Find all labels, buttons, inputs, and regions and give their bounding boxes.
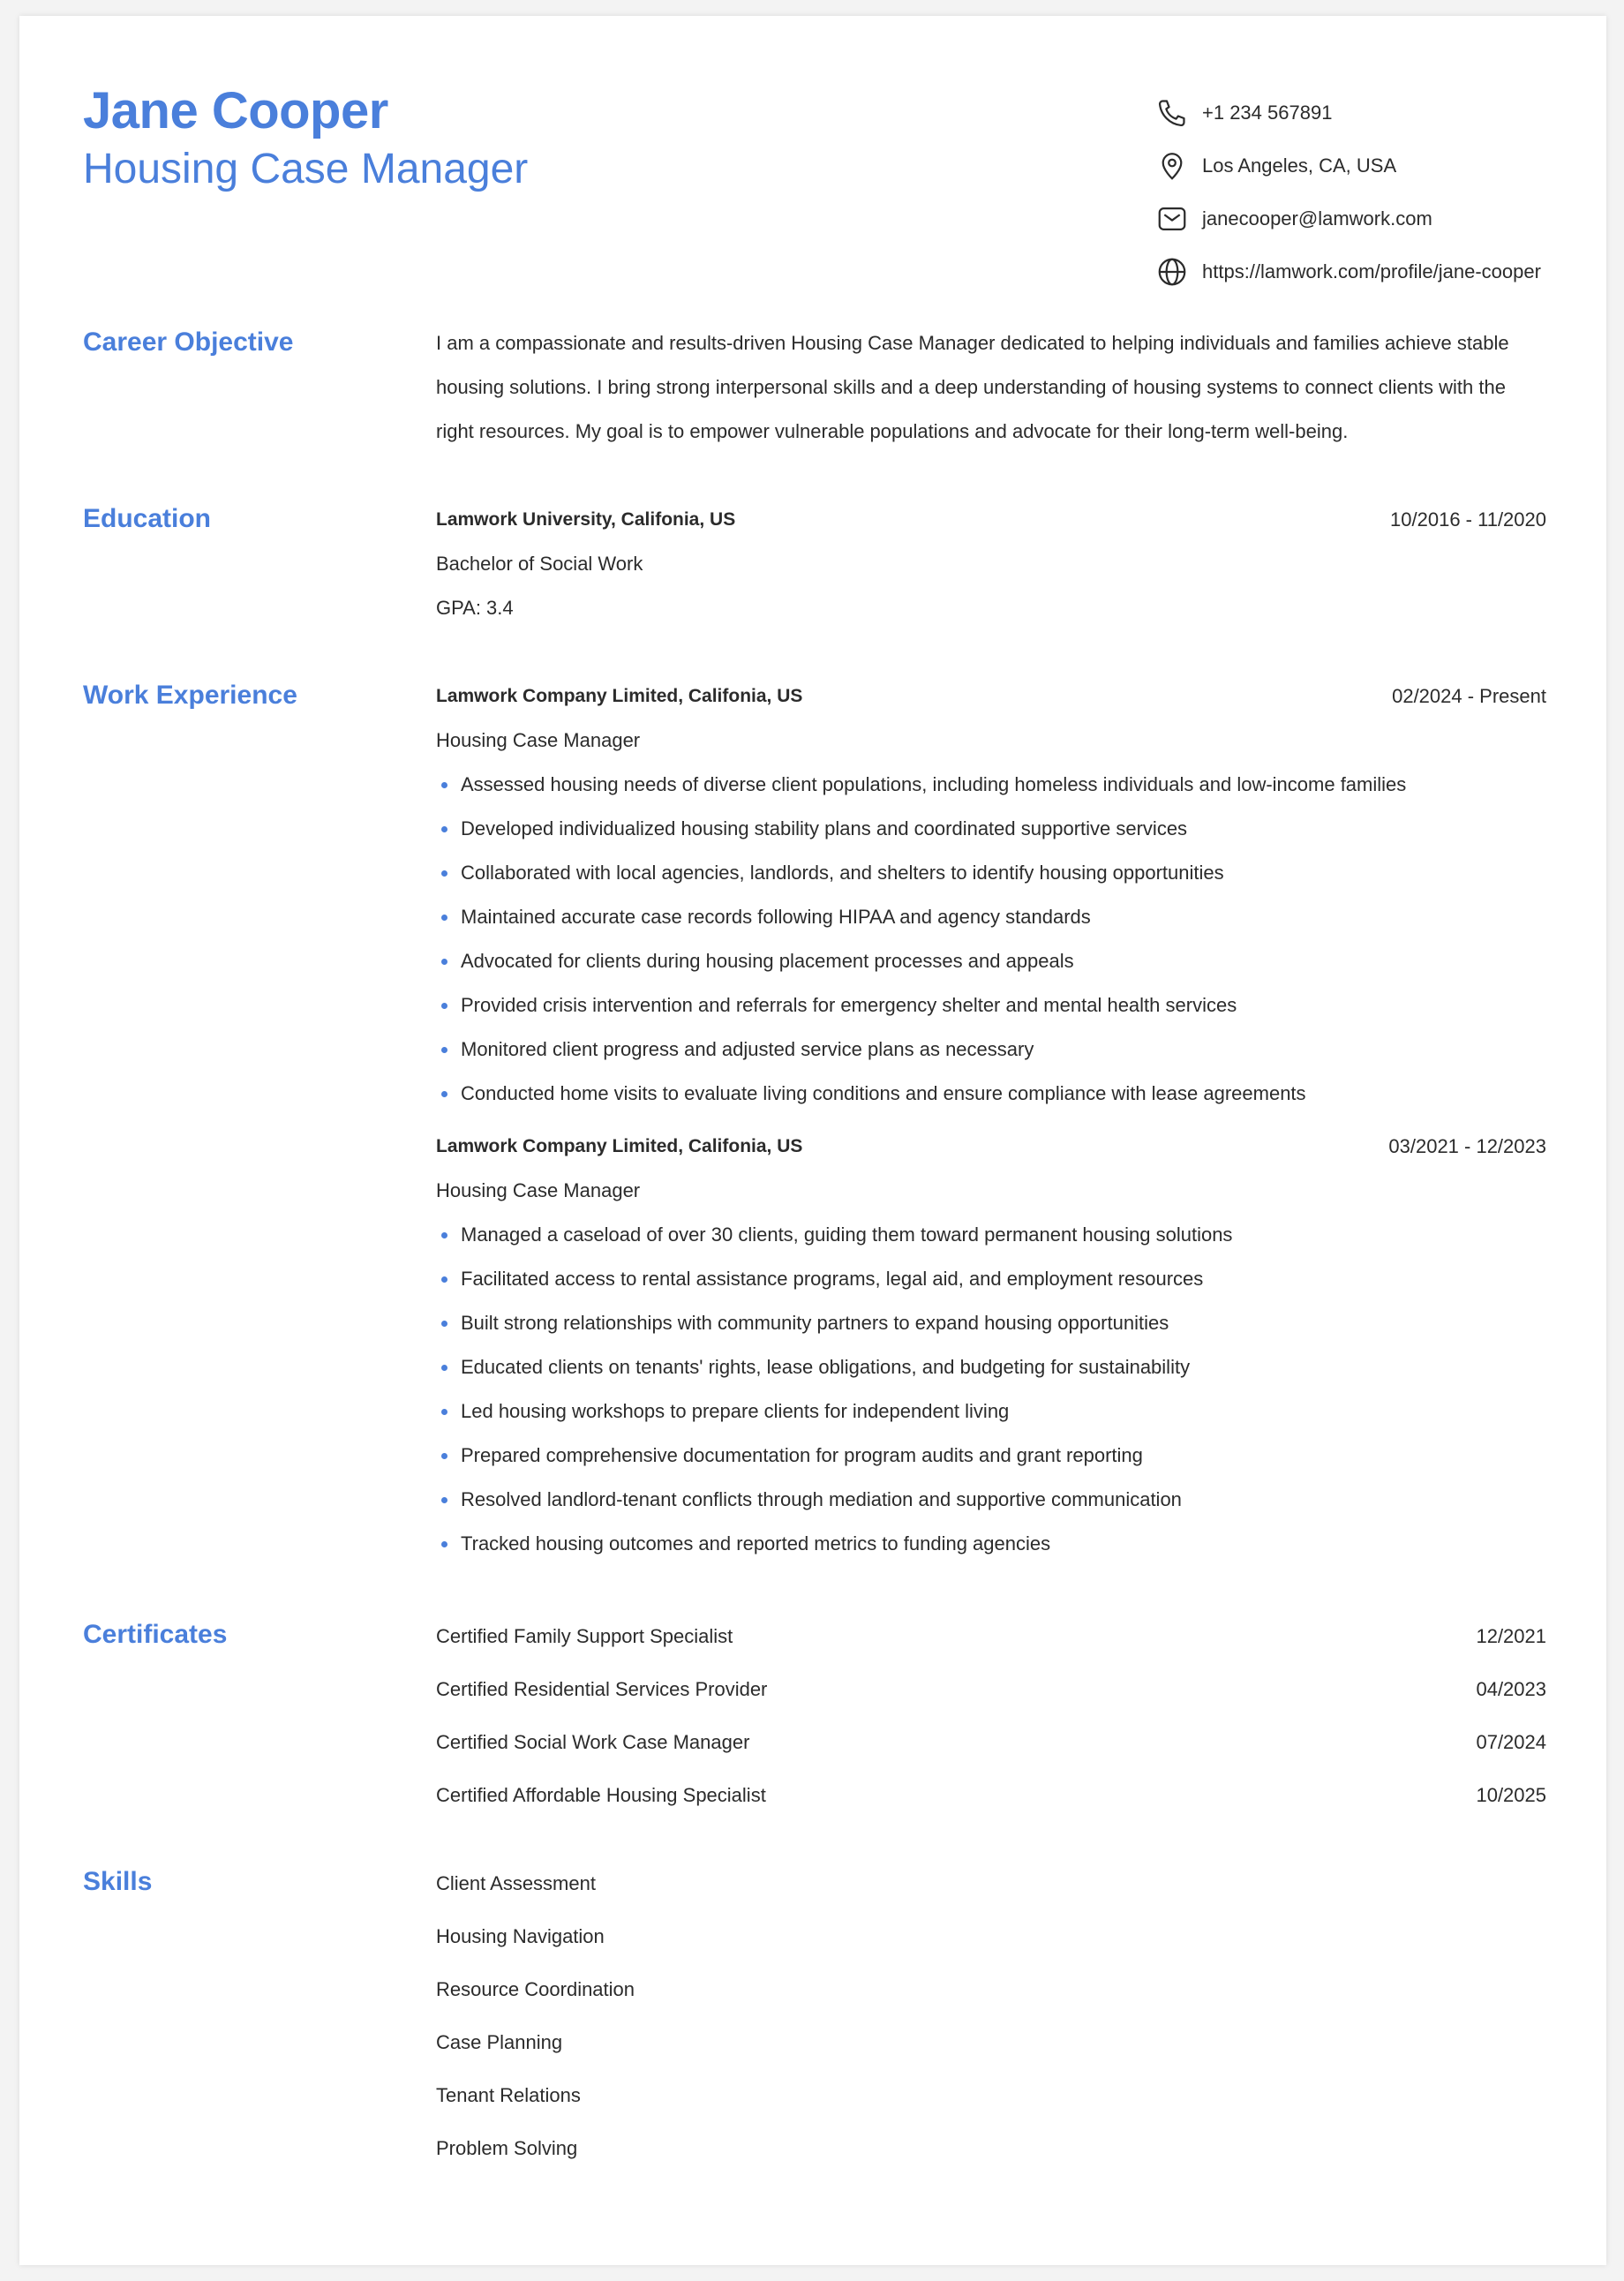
globe-icon: [1154, 254, 1190, 290]
section-title: Education: [83, 504, 212, 533]
bullet-text: Assessed housing needs of diverse client populations, including homeless individuals and low-income families: [461, 773, 1407, 795]
bullet-item: [436, 895, 1546, 939]
gpa: GPA: 3.4: [436, 597, 514, 619]
bullet-text: Developed individualized housing stability plans and coordinated supportive services: [461, 817, 1188, 839]
certificate-date: 12/2021: [1476, 1625, 1546, 1647]
bullet-dot: [441, 1453, 447, 1459]
section-career-objective: [83, 327, 1546, 477]
bullet-dot: [441, 1047, 447, 1053]
bullet-dot: [441, 1321, 447, 1327]
bullet-dot: [441, 1276, 447, 1283]
certificate-row: [436, 1610, 1546, 1663]
job-dates: 03/2021 - 12/2023: [1388, 1135, 1546, 1157]
job-header-row: [436, 1125, 1546, 1169]
certificate-name: Certified Residential Services Provider: [436, 1678, 768, 1700]
bullet-text: Tracked housing outcomes and reported metrics to funding agencies: [461, 1532, 1051, 1555]
bullet-item: [436, 1345, 1546, 1389]
bullet-item: [436, 1478, 1546, 1522]
bullet-text: Collaborated with local agencies, landlords, and shelters to identify housing opportunities: [461, 862, 1224, 884]
section-title: Work Experience: [83, 681, 297, 710]
bullet-text: Maintained accurate case records following HIPAA and agency standards: [461, 906, 1091, 928]
bullet-dot: [441, 1409, 447, 1415]
job-bullets: [436, 1213, 1546, 1566]
bullet-dot: [441, 1497, 447, 1503]
skill-item: Resource Coordination: [436, 1978, 635, 2000]
certificate-row: [436, 1663, 1546, 1716]
school-name: Lamwork University, Califonia, US: [436, 509, 736, 530]
section-skills: [83, 1866, 1546, 2202]
skill-item: Housing Navigation: [436, 1925, 605, 1947]
bullet-text: Provided crisis intervention and referrals for emergency shelter and mental health services: [461, 994, 1237, 1016]
bullet-text: Monitored client progress and adjusted service plans as necessary: [461, 1038, 1034, 1060]
bullet-text: Resolved landlord-tenant conflicts through mediation and supportive communication: [461, 1488, 1182, 1510]
phone-icon: [1154, 95, 1190, 131]
bullet-text: Advocated for clients during housing placement processes and appeals: [461, 950, 1074, 972]
bullet-text: Managed a caseload of over 30 clients, guiding them toward permanent housing solutions: [461, 1223, 1233, 1246]
bullet-item: [436, 807, 1546, 851]
location-text: Los Angeles, CA, USA: [1202, 154, 1397, 177]
bullet-text: Prepared comprehensive documentation for program audits and grant reporting: [461, 1444, 1143, 1466]
contact-location: [1154, 148, 1546, 184]
bullet-item: [436, 1522, 1546, 1566]
bullet-dot: [441, 1091, 447, 1097]
job-role: Housing Case Manager: [436, 1179, 641, 1201]
skill-item: Tenant Relations: [436, 2084, 581, 2106]
candidate-title: Housing Case Manager: [83, 146, 529, 192]
education-dates: 10/2016 - 11/2020: [1390, 508, 1546, 531]
section-title: Certificates: [83, 1620, 228, 1649]
bullet-item: [436, 983, 1546, 1028]
bullet-item: [436, 763, 1546, 807]
bullet-item: [436, 1028, 1546, 1072]
bullet-dot: [441, 915, 447, 921]
bullet-dot: [441, 1003, 447, 1009]
bullet-item: [436, 1301, 1546, 1345]
candidate-name: Jane Cooper: [83, 82, 388, 139]
bullet-dot: [441, 1365, 447, 1371]
certificate-date: 10/2025: [1476, 1784, 1546, 1806]
bullet-item: [436, 1072, 1546, 1116]
skill-item: Problem Solving: [436, 2137, 578, 2159]
contact-list: [1154, 95, 1546, 307]
certificate-date: 07/2024: [1476, 1731, 1546, 1753]
certificate-name: Certified Affordable Housing Specialist: [436, 1784, 766, 1806]
bullet-text: Built strong relationships with community partners to expand housing opportunities: [461, 1312, 1169, 1334]
job-dates: 02/2024 - Present: [1392, 685, 1546, 707]
section-work-experience: [83, 680, 1546, 1580]
bullet-item: [436, 939, 1546, 983]
contact-website: [1154, 254, 1546, 290]
job-role: Housing Case Manager: [436, 729, 641, 751]
job-entry: [436, 674, 1546, 1116]
job-bullets: [436, 763, 1546, 1116]
company-name: Lamwork Company Limited, Califonia, US: [436, 686, 803, 706]
bullet-dot: [441, 1232, 447, 1238]
contact-phone: [1154, 95, 1546, 131]
education-header-row: [436, 498, 1546, 542]
bullet-item: [436, 1389, 1546, 1434]
skill-item: Client Assessment: [436, 1872, 596, 1894]
section-title: Career Objective: [83, 327, 294, 357]
website-link[interactable]: https://lamwork.com/profile/jane-cooper: [1202, 260, 1541, 282]
email-text[interactable]: janecooper@lamwork.com: [1202, 207, 1432, 230]
bullet-text: Facilitated access to rental assistance programs, legal aid, and employment resources: [461, 1268, 1204, 1290]
bullet-dot: [441, 782, 447, 788]
resume-page: [19, 16, 1606, 2265]
bullet-item: [436, 1257, 1546, 1301]
section-education: [83, 503, 1546, 653]
bullet-item: [436, 851, 1546, 895]
bullet-dot: [441, 826, 447, 832]
section-certificates: [83, 1619, 1546, 1848]
bullet-dot: [441, 959, 447, 965]
objective-text: I am a compassionate and results-driven Housing Case Manager dedicated to helping individuals and families achieve stable housing solutions. I bring strong interpersonal skills and a deep understanding of housing systems to connect clients with the right resources. My goal is to empower vulnerable populations and advocate for their long-term well-being.: [436, 332, 1509, 442]
contact-email: [1154, 201, 1546, 237]
bullet-text: Educated clients on tenants' rights, lease obligations, and budgeting for sustainability: [461, 1356, 1191, 1378]
bullet-text: Conducted home visits to evaluate living conditions and ensure compliance with lease agreements: [461, 1082, 1306, 1104]
certificate-row: [436, 1716, 1546, 1769]
bullet-dot: [441, 1541, 447, 1547]
resume-header: [83, 69, 1546, 316]
certificate-name: Certified Social Work Case Manager: [436, 1731, 750, 1753]
location-pin-icon: [1154, 148, 1190, 184]
company-name: Lamwork Company Limited, Califonia, US: [436, 1136, 803, 1156]
job-entry: [436, 1125, 1546, 1566]
bullet-item: [436, 1434, 1546, 1478]
bullet-dot: [441, 870, 447, 877]
certificate-date: 04/2023: [1476, 1678, 1546, 1700]
degree: Bachelor of Social Work: [436, 553, 643, 575]
bullet-text: Led housing workshops to prepare clients for independent living: [461, 1400, 1010, 1422]
certificate-row: [436, 1769, 1546, 1822]
skill-item: Case Planning: [436, 2031, 563, 2053]
bullet-item: [436, 1213, 1546, 1257]
job-header-row: [436, 674, 1546, 719]
mail-icon: [1154, 201, 1190, 237]
certificate-name: Certified Family Support Specialist: [436, 1625, 733, 1647]
phone-text: +1 234 567891: [1202, 102, 1333, 124]
section-title: Skills: [83, 1867, 153, 1896]
